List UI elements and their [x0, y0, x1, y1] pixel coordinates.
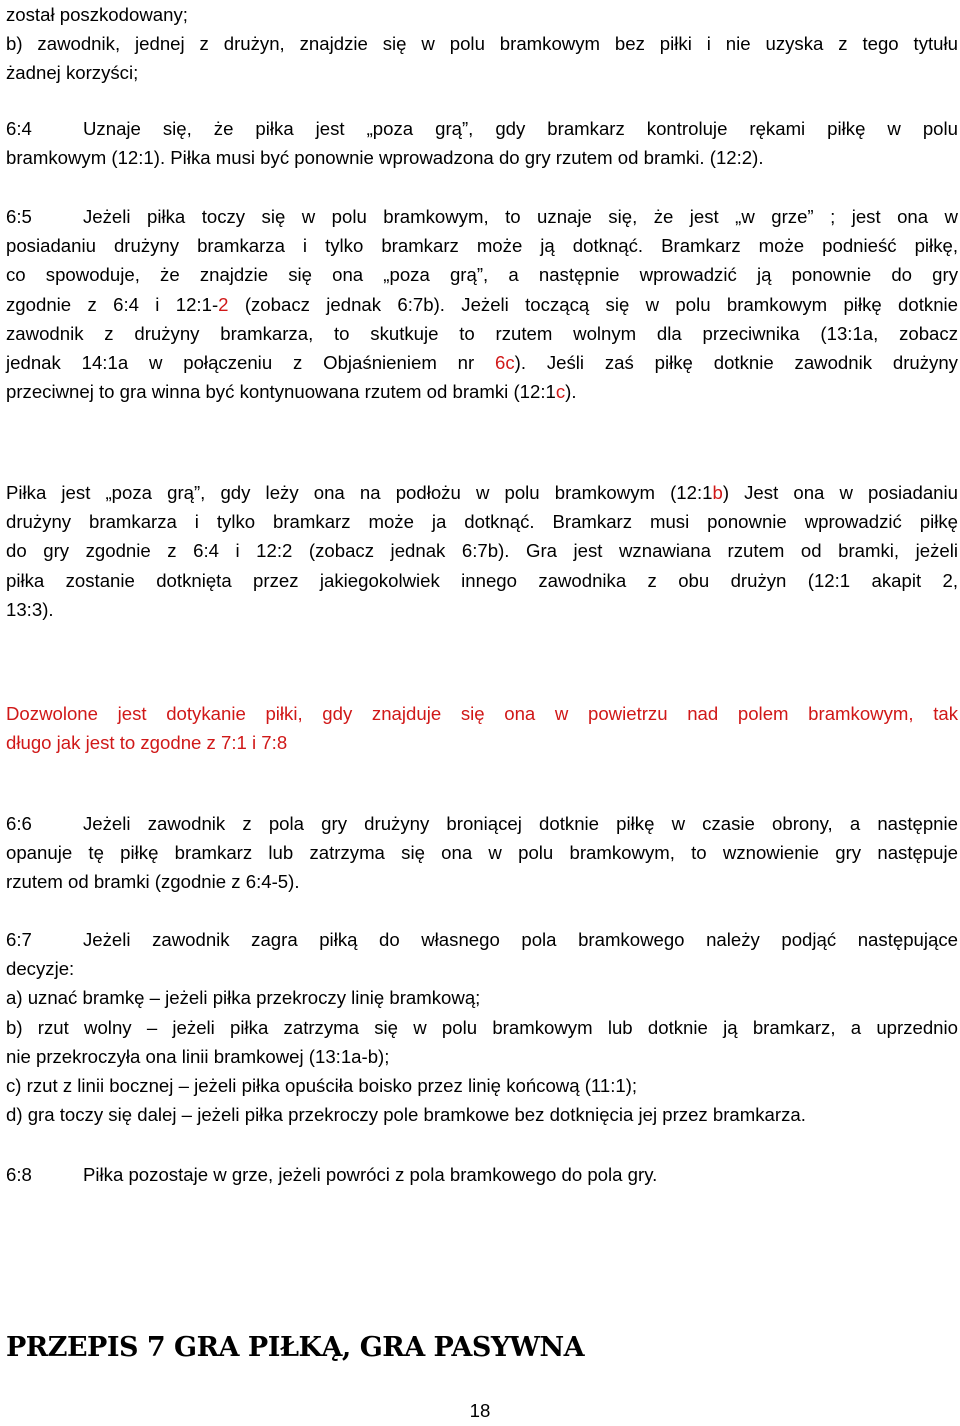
red-ref: 6c [495, 352, 515, 374]
paragraph-continuation: został poszkodowany; b) zawodnik, jednej z drużyn, znajdzie się w polu bramkowym bez piłki i nie uzyska z tego tytułu żadnej korzyści; [6, 4, 958, 84]
rule-6-5: 6:5 Jeżeli piłka toczy się w polu bramkowym, to uznaje się, że jest „w grze” ; jest ona w posiadaniu drużyny bramkarza i tylko bramkarz może ją dotknąć. Bramkarz może podnieść piłkę, co spowoduje, że znajdzie się ona „poza grą”, a następnie wprowadzić ją ponownie do gry zgodnie z 6:4 i 12:1-2 (zobacz jednak 6:7b). Jeżeli toczącą się w polu bramkowym piłkę dotknie zawodnik z drużyny bramkarza, to skutkuje to rzutem wolnym dla przeciwnika (13:1a, zobacz jednak 14:1a w połączeniu z Objaśnieniem nr 6c). Jeśli zaś piłkę dotknie zawodnik drużyny przeciwnej to gra winna być kontynuowana rzutem od bramki (12:1c). [6, 202, 958, 406]
rule-number: 6:4 [6, 118, 32, 139]
section-heading: PRZEPIS 7 GRA PIŁKĄ, GRA PASYWNA [6, 1332, 585, 1363]
red-ref: 2 [218, 293, 229, 315]
red-ref: b [712, 482, 723, 503]
rule-6-7: 6:7 Jeżeli zawodnik zagra piłką do własnego pola bramkowego należy podjąć następujące decyzje: a) uznać bramkę – jeżeli piłka przekroczy linię bramkową; b) rzut wolny – jeżeli piłka zatrzyma się w polu bramkowym lub dotknie ją bramkarz, a uprzednio nie przekroczyła ona linii bramkowej (13:1a-b); c) rzut z linii bocznej – jeżeli piłka opuściła boisko przez linię końcową (11:1); d) gra toczy się dalej – jeżeli piłka przekroczy pole bramkowe bez dotknięcia jej przez bramkarza. [6, 925, 958, 1129]
page-number: 18 [469, 1400, 491, 1421]
list-item: b) rzut wolny – jeżeli piłka zatrzyma się w polu bramkowym lub dotknie ją bramkarz, a uprzednio [6, 1016, 958, 1038]
paragraph-poza-gra: Piłka jest „poza grą”, gdy leży ona na podłożu w polu bramkowym (12:1b) Jest ona w posiadaniu drużyny bramkarza i tylko bramkarz może ja dotknąć. Bramkarz musi ponownie wprowadzić piłkę do gry zgodnie z 6:4 i 12:2 (zobacz jednak 6:7b). Gra jest wznawiana rzutem od bramki, jeżeli piłka zostanie dotknięta przez jakiegokolwiek innego zawodnika z obu drużyn (12:1 akapit 2, 13:3). [6, 482, 958, 620]
rule-6-6: 6:6 Jeżeli zawodnik z pola gry drużyny broniącej dotknie piłkę w czasie obrony, a następnie opanuje tę piłkę bramkarz lub zatrzyma się ona w polu bramkowym, to wznowienie gry następuje rzutem od bramki (zgodnie z 6:4-5). [6, 809, 958, 897]
rule-6-8: 6:8 Piłka pozostaje w grze, jeżeli powróci z pola bramkowego do pola gry. [6, 1160, 958, 1189]
list-item: d) gra toczy się dalej – jeżeli piłka przekroczy pole bramkowe bez dotknięcia jej przez bramkarza. [6, 1104, 806, 1126]
rule-number: 6:5 [6, 206, 32, 227]
rule-number: 6:7 [6, 929, 32, 950]
list-item: a) uznać bramkę – jeżeli piłka przekroczy linię bramkową; [6, 987, 481, 1009]
rule-number: 6:6 [6, 813, 32, 834]
rule-number: 6:8 [6, 1164, 32, 1185]
red-ref: c [555, 381, 566, 403]
paragraph-red-note: Dozwolone jest dotykanie piłki, gdy znajduje się ona w powietrzu nad polem bramkowym, tak długo jak jest to zgodne z 7:1 i 7:8 [6, 703, 958, 754]
list-item: c) rzut z linii bocznej – jeżeli piłka opuściła boisko przez linię końcową (11:1); [6, 1075, 638, 1097]
rule-6-4: 6:4 Uznaje się, że piłka jest „poza grą”, gdy bramkarz kontroluje rękami piłkę w polu bramkowym (12:1). Piłka musi być ponownie wprowadzona do gry rzutem od bramki. (12:2). [6, 114, 958, 172]
